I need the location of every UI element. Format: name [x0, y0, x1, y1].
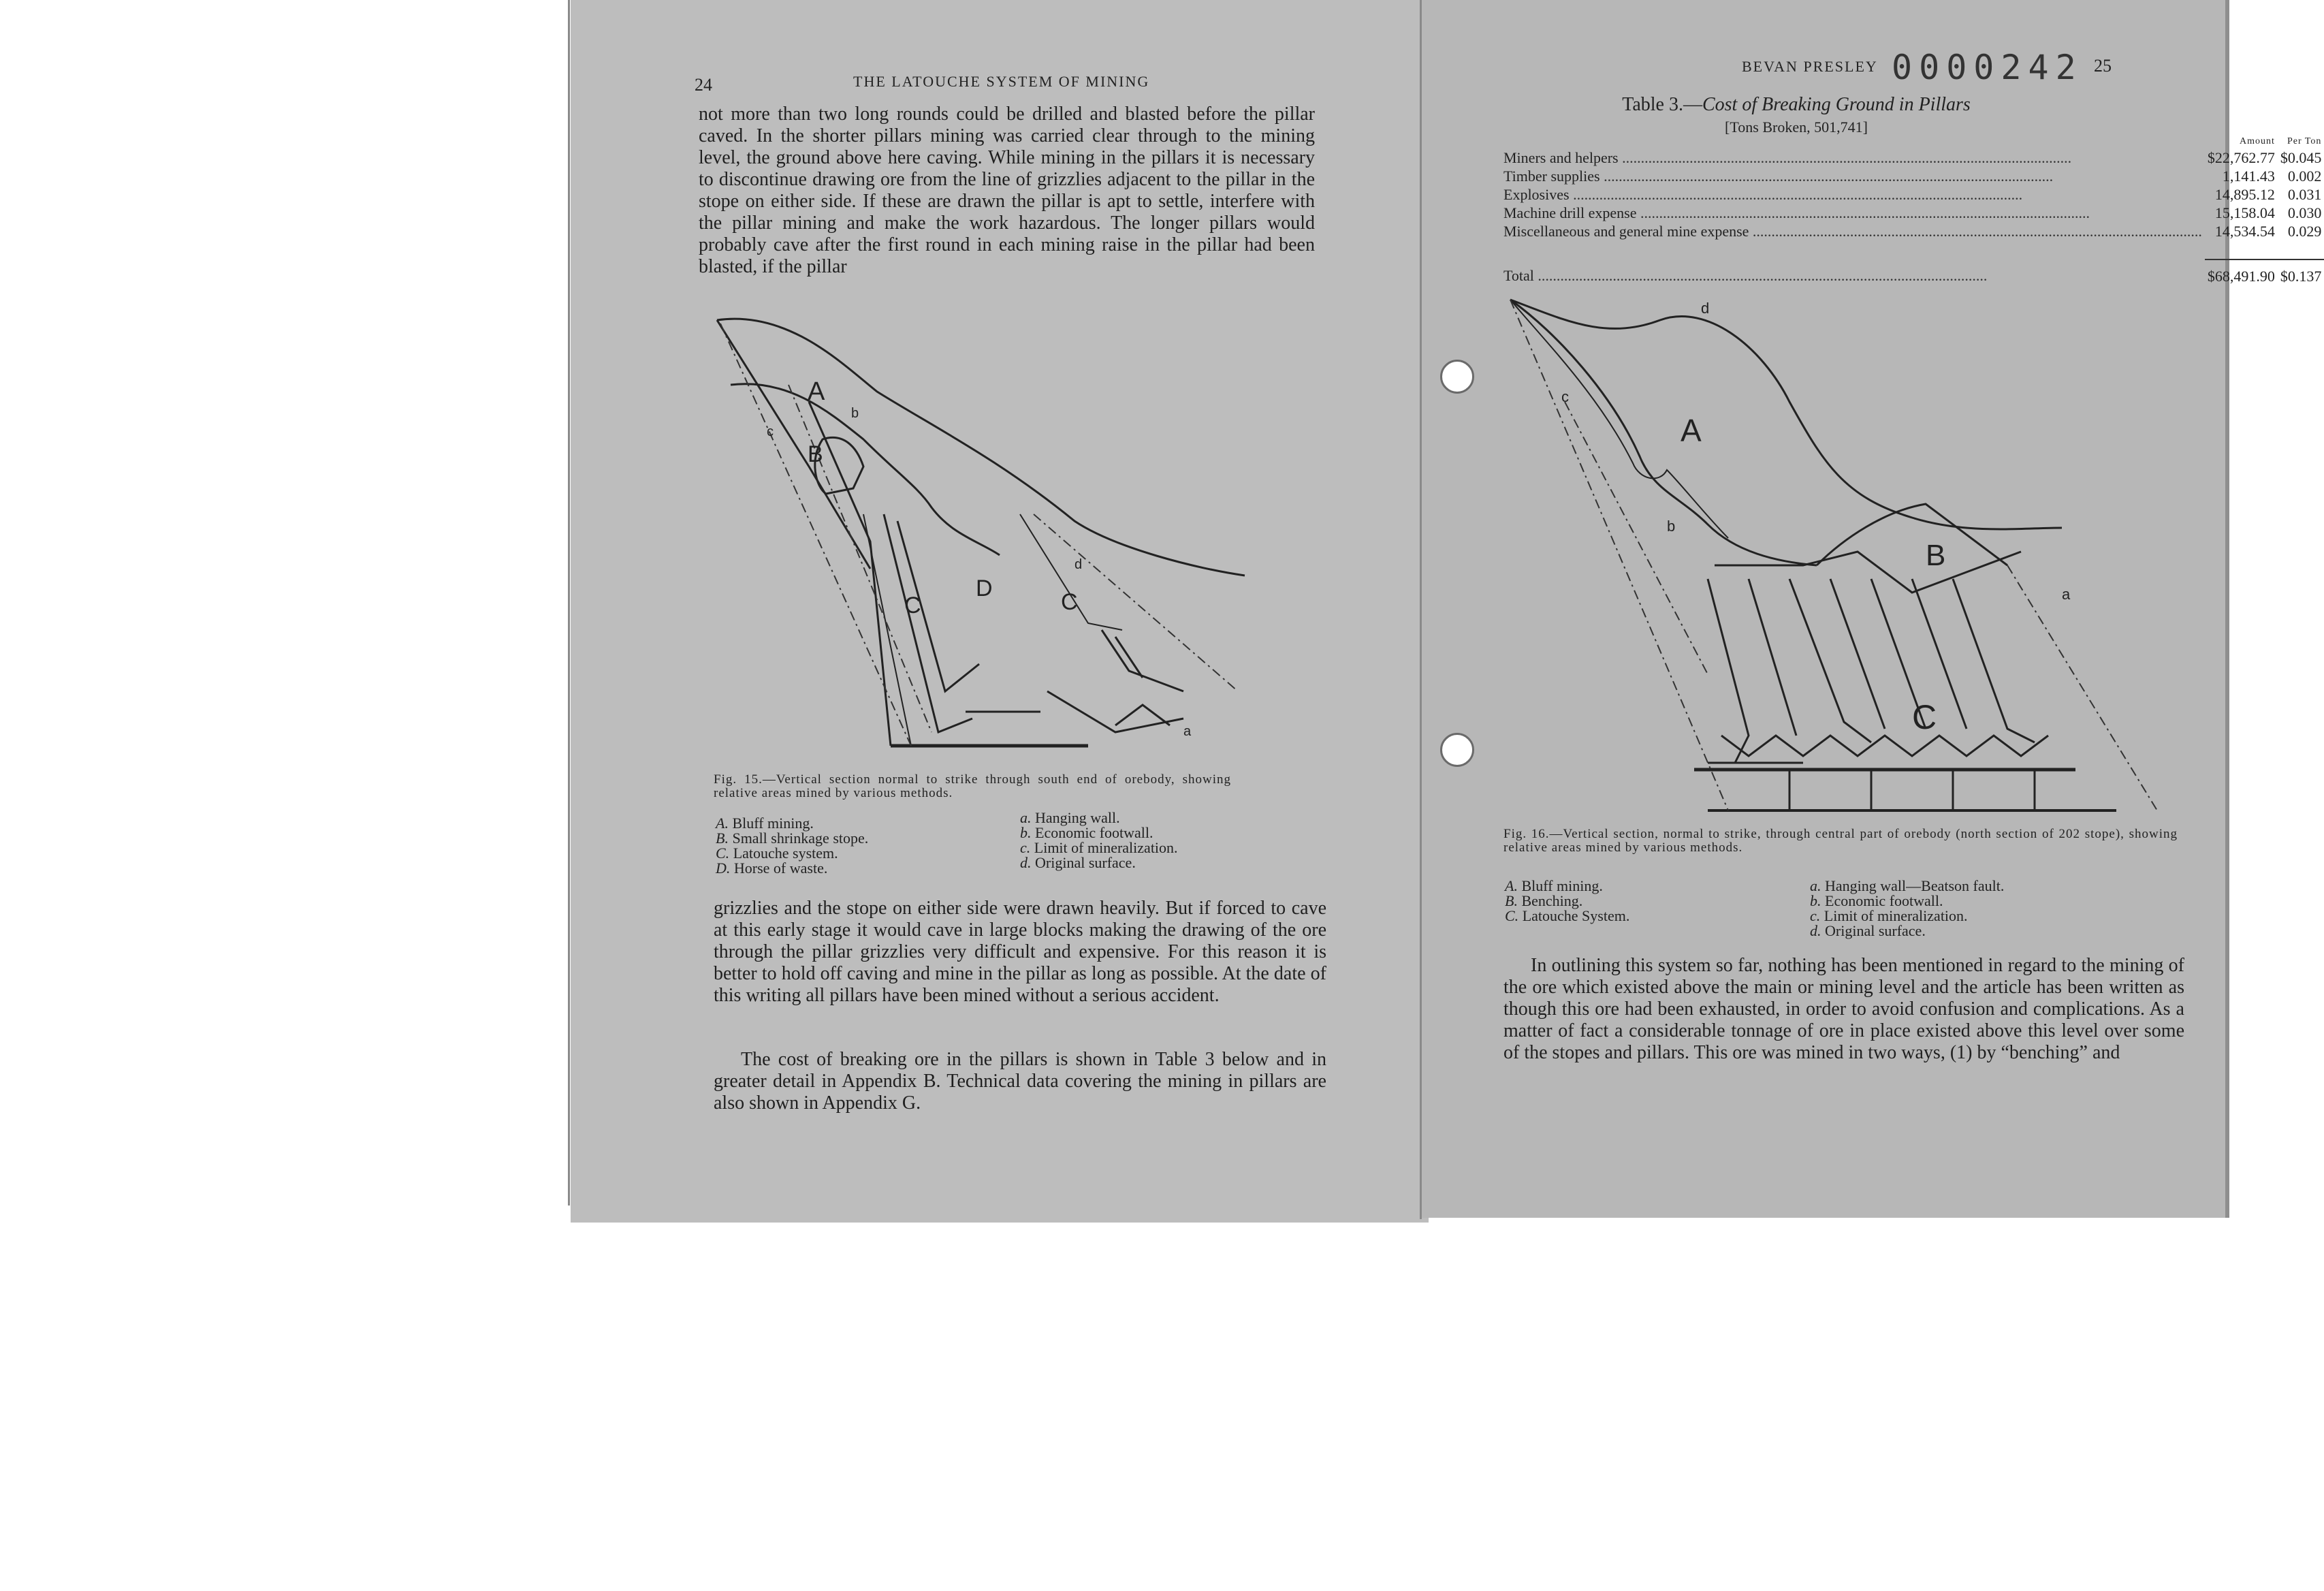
fig15-label-B: B — [808, 441, 823, 467]
figure-16-legend-left — [1505, 879, 1629, 924]
legend-item: A. Bluff mining. — [1505, 877, 1603, 894]
fig16-line-c: c — [1561, 388, 1569, 405]
left-paragraph-3: The cost of breaking ore in the pillars is shown in Table 3 below and in greater detail in Appendix B. Technical data covering the mining in pillars are also shown in Appendix G. — [714, 1049, 1326, 1114]
left-edge-line — [568, 0, 570, 1206]
figure-16-legend-right — [1810, 879, 2004, 939]
right-page-number: 25 — [2094, 56, 2112, 76]
legend-item: c. Limit of mineralization. — [1810, 907, 1968, 924]
fig15-line-b: b — [851, 406, 859, 421]
figure-15-caption: Fig. 15.—Vertical section normal to strike through south end of orebody, showing relative areas mined by various methods. — [714, 772, 1231, 800]
table-3-title: Table 3.—Cost of Breaking Ground in Pillars — [1622, 94, 1971, 115]
legend-item: c. Limit of mineralization. — [1020, 839, 1178, 856]
cost-table — [1501, 135, 2324, 285]
legend-item: B. Small shrinkage stope. — [716, 830, 869, 847]
legend-item: b. Economic footwall. — [1020, 824, 1153, 841]
col-per-ton-header: Per Ton — [2287, 136, 2322, 146]
fig16-label-B: B — [1926, 539, 1946, 572]
binder-hole — [1440, 733, 1474, 767]
fig15-label-C: C — [904, 593, 921, 618]
table-row: Explosives ..... 14,895.12 0.031 — [1501, 185, 2324, 204]
legend-item: B. Benching. — [1505, 892, 1583, 909]
serial-number-stamp: 0000242 — [1892, 48, 2083, 87]
left-paragraph-2: grizzlies and the stope on either side were drawn heavily. But if forced to cave at this early stage it would cave in large blocks making the drawing of the ore through the pillar grizzlies very difficult and expensive. For this reason it is better to hold off caving and mine in the pillar as long as possible. At the date of this writing all pillars have been mined without a serious accident. — [714, 898, 1326, 1006]
fig16-line-b: b — [1667, 518, 1676, 535]
col-amount-header: Amount — [2240, 136, 2275, 146]
right-running-head: BEVAN PRESLEY — [1742, 58, 1878, 75]
fig15-label-C2: C — [1061, 589, 1078, 615]
fig15-label-A: A — [808, 377, 825, 406]
left-paragraph-1: not more than two long rounds could be drilled and blasted before the pillar caved. In the shorter pillars mining was carried clear through to the mining level, the ground above here caving. While mining in the pillars it is necessary to discontinue drawing ore from the line of grizzlies adjacent to the pillar in the stope on either side. If these are drawn the pillar is apt to settle, interfere with the pillar mining and make the work hazardous. The longer pillars would probably cave after the first round in each mining raise in the pillar had been blasted, if the pillar — [699, 104, 1315, 277]
fig15-line-d: d — [1075, 557, 1083, 572]
legend-item: a. Hanging wall. — [1020, 809, 1120, 826]
left-running-head: THE LATOUCHE SYSTEM OF MINING — [853, 73, 1150, 90]
binder-hole — [1440, 360, 1474, 394]
legend-item: C. Latouche system. — [716, 845, 838, 862]
legend-item: a. Hanging wall—Beatson fault. — [1810, 877, 2005, 894]
figure-15-legend-left — [716, 816, 868, 876]
legend-item: A. Bluff mining. — [716, 815, 814, 832]
legend-item: C. Latouche System. — [1505, 907, 1630, 924]
figure-15-diagram — [707, 310, 1245, 787]
fig16-line-d: d — [1701, 300, 1710, 317]
figure-16-diagram — [1503, 293, 2178, 831]
legend-item: d. Original surface. — [1020, 854, 1136, 871]
right-paragraph-1: In outlining this system so far, nothing has been mentioned in regard to the mining of the ore which existed above the main or mining level and the article has been written as though this ore had been exhausted, in order to avoid confusion and complications. As a matter of fact a considerable tonnage of ore in place existed above this level over some of the stopes and pillars. This ore was mined in two ways, (1) by “benching” and — [1503, 955, 2184, 1063]
legend-item: b. Economic footwall. — [1810, 892, 1943, 909]
left-page-number: 24 — [695, 75, 712, 95]
fig15-label-D: D — [976, 576, 993, 601]
legend-item: D. Horse of waste. — [716, 860, 828, 877]
fig15-line-c: c — [767, 424, 774, 439]
fig15-line-a: a — [1183, 724, 1192, 739]
table-row: Miners and helpers ..... $22,762.77 $0.045 — [1501, 148, 2324, 167]
table-header-row — [1501, 135, 2324, 148]
figure-16-caption: Fig. 16.—Vertical section, normal to strike, through central part of orebody (north section of 202 stope), showing relative areas mined by various methods. — [1503, 827, 2178, 855]
left-page — [571, 0, 1429, 1223]
table-row: Machine drill expense ..... 15,158.04 0.030 — [1501, 204, 2324, 222]
table-3-subtitle: [Tons Broken, 501,741] — [1725, 119, 1868, 136]
fig16-label-A: A — [1681, 413, 1702, 448]
figure-15-legend-right — [1020, 810, 1178, 870]
table-total-row: Total ..... $68,491.90 $0.137 — [1501, 259, 2324, 285]
fig16-label-C: C — [1912, 698, 1937, 736]
fig16-line-a: a — [2062, 586, 2071, 603]
table-row: Miscellaneous and general mine expense ..... 14,534.54 0.029 — [1501, 222, 2324, 240]
right-page — [1422, 0, 2322, 1218]
table-row: Timber supplies ..... 1,141.43 0.002 — [1501, 167, 2324, 185]
legend-item: d. Original surface. — [1810, 922, 1926, 939]
